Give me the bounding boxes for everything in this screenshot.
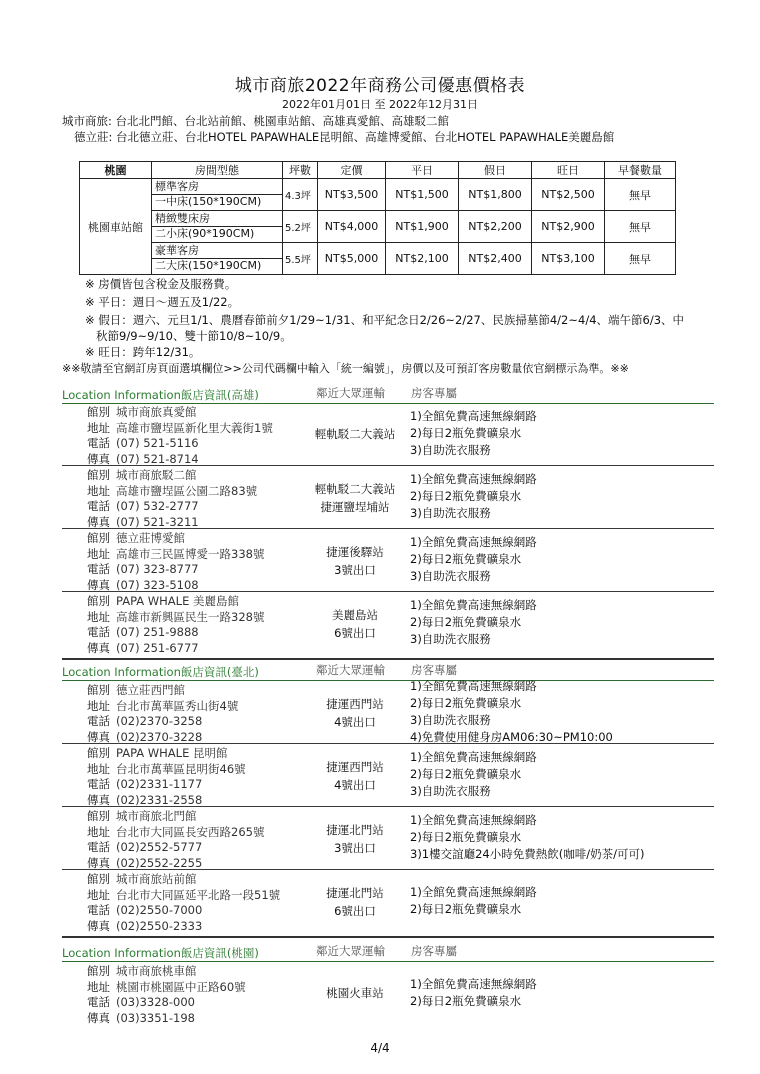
transit-line: 輕軌駁二大義站 bbox=[314, 482, 396, 496]
hotel-address: 高雄市鹽埕區公園二路83號 bbox=[116, 483, 258, 498]
hotel-transit bbox=[290, 821, 420, 857]
hotel-address-label: 地址 bbox=[87, 979, 110, 994]
hotel-address: 台北市萬華區昆明街46號 bbox=[116, 761, 246, 776]
perk-item: 3)自助洗衣服務 bbox=[410, 506, 491, 520]
price-breakfast-cell: 無早 bbox=[605, 243, 676, 275]
hotel-transit bbox=[290, 758, 420, 794]
hotel-phone-line bbox=[87, 994, 195, 1010]
room-bed-type: 一中床(150*190CM) bbox=[155, 195, 262, 208]
hotel-address-label: 地址 bbox=[87, 546, 110, 561]
hotel-phone: (07) 251-9888 bbox=[116, 625, 199, 639]
group-perk-label: 房客專屬 bbox=[411, 944, 457, 958]
transit-line: 3號出口 bbox=[334, 563, 376, 577]
hotel-phone-label: 電話 bbox=[87, 625, 110, 639]
hotel-phone-line bbox=[87, 839, 202, 855]
header-size: 坪數 bbox=[283, 162, 318, 179]
price-weekday-cell: NT$2,100 bbox=[386, 243, 459, 275]
transit-line: 美麗島站 bbox=[332, 608, 378, 622]
transit-line: 捷運後驛站 bbox=[326, 545, 384, 559]
hotel-fax-label: 傳真 bbox=[87, 514, 110, 529]
note-weekday: ※ 平日：週日～週五及1/22。 bbox=[85, 295, 240, 309]
hotel-perks bbox=[410, 597, 537, 648]
perk-item: 4)免費使用健身房AM06:30~PM10:00 bbox=[410, 730, 613, 744]
room-type-name: 精緻雙床房 bbox=[152, 212, 282, 227]
hotel-name: 城市商旅北門館 bbox=[116, 809, 197, 823]
group-location-title: Location Information飯店資訊(桃園) bbox=[62, 946, 259, 960]
hotel-name-label: 館別 bbox=[87, 746, 110, 760]
hotel-phone: (07) 323-8777 bbox=[116, 562, 199, 576]
hotel-block bbox=[62, 807, 714, 870]
hotel-fax: (07) 521-3211 bbox=[116, 514, 199, 529]
group-perk-label: 房客專屬 bbox=[411, 663, 457, 677]
hotel-name-label: 館別 bbox=[87, 531, 110, 545]
perk-item: 1)全館免費高速無線網路 bbox=[410, 885, 537, 899]
transit-line: 6號出口 bbox=[334, 626, 376, 640]
perk-item: 2)每日2瓶免費礦泉水 bbox=[410, 767, 522, 781]
hotel-address-line bbox=[87, 546, 264, 562]
hotel-name-label: 館別 bbox=[87, 964, 110, 978]
perk-item: 1)全館免費高速無線網路 bbox=[410, 535, 537, 549]
perk-item: 1)全館免費高速無線網路 bbox=[410, 409, 537, 423]
hotel-block bbox=[62, 962, 714, 1025]
group-header bbox=[62, 663, 714, 681]
hotel-name-label: 館別 bbox=[87, 872, 110, 886]
perk-item: 3)自助洗衣服務 bbox=[410, 713, 491, 727]
group-location-title: Location Information飯店資訊(臺北) bbox=[62, 665, 259, 679]
hotel-phone-label: 電話 bbox=[87, 840, 110, 854]
note-booking: ※※敬請至官網訂房頁面選填欄位>>公司代碼欄中輸入「統一編號」，房價以及可預訂客房數量依官網標示為準。※※ bbox=[62, 362, 629, 375]
page-title: 城市商旅2022年商務公司優惠價格表 bbox=[234, 76, 526, 96]
hotel-block bbox=[62, 466, 714, 529]
hotel-fax: (07) 521-8714 bbox=[116, 451, 199, 466]
hotel-phone: (07) 521-5116 bbox=[116, 436, 199, 450]
page-number: 4/4 bbox=[370, 1041, 390, 1055]
transit-line: 桃園火車站 bbox=[326, 986, 384, 1000]
note-peak: ※ 旺日：跨年12/31。 bbox=[85, 345, 201, 359]
hotel-name: PAPA WHALE 昆明館 bbox=[116, 746, 228, 760]
perk-item: 1)全館免費高速無線網路 bbox=[410, 472, 537, 486]
price-weekday-cell: NT$1,500 bbox=[386, 179, 459, 211]
hotel-address-label: 地址 bbox=[87, 483, 110, 498]
hotel-address: 台北市大同區延平北路一段51號 bbox=[116, 887, 281, 902]
hotel-perks bbox=[410, 884, 537, 918]
hotel-phone: (03)3328-000 bbox=[116, 995, 195, 1009]
hotel-name: 德立莊西門館 bbox=[116, 683, 185, 697]
hotel-perks bbox=[410, 976, 537, 1010]
header-list-price: 定價 bbox=[318, 162, 386, 179]
hotel-name: 城市商旅站前館 bbox=[116, 872, 197, 886]
hotel-phone: (02)2370-3258 bbox=[116, 714, 203, 728]
transit-line: 捷運西門站 bbox=[326, 697, 384, 711]
hotel-transit bbox=[290, 606, 420, 642]
hotel-perks bbox=[410, 812, 644, 863]
hotel-address-line bbox=[87, 761, 246, 777]
hotel-perks bbox=[410, 749, 537, 800]
header-breakfast: 早餐數量 bbox=[605, 162, 676, 179]
perk-item: 3)1樓交誼廳24小時免費熱飲(咖啡/奶茶/可可) bbox=[410, 847, 645, 861]
price-size-cell: 5.2坪 bbox=[283, 211, 318, 243]
room-bed-type: 二小床(90*190CM) bbox=[155, 227, 255, 240]
perk-item: 2)每日2瓶免費礦泉水 bbox=[410, 902, 522, 916]
hotel-address: 高雄市三民區博愛一路338號 bbox=[116, 546, 265, 561]
price-peak-cell: NT$2,900 bbox=[532, 211, 605, 243]
header-room-type: 房間型態 bbox=[152, 162, 283, 179]
hotel-phone-label: 電話 bbox=[87, 777, 110, 791]
hotel-address: 高雄市鹽埕區新化里大義街1號 bbox=[116, 420, 273, 435]
hotel-name-line bbox=[87, 404, 197, 420]
hotel-block bbox=[62, 529, 714, 592]
hotel-address-line bbox=[87, 979, 246, 995]
hotel-block bbox=[62, 681, 714, 744]
group-transit-label: 鄰近大眾運輸 bbox=[316, 944, 385, 958]
group-transit-label: 鄰近大眾運輸 bbox=[316, 386, 385, 400]
hotel-fax: (07) 251-6777 bbox=[116, 640, 199, 655]
transit-line: 捷運北門站 bbox=[326, 823, 384, 837]
price-breakfast-cell: 無早 bbox=[605, 211, 676, 243]
room-bed-type: 二大床(150*190CM) bbox=[155, 259, 262, 272]
room-type-name: 標準客房 bbox=[152, 180, 282, 195]
hotel-phone-line bbox=[87, 902, 202, 918]
perk-item: 3)自助洗衣服務 bbox=[410, 569, 491, 583]
transit-line: 捷運鹽埕埔站 bbox=[320, 500, 390, 514]
note-holiday-cont: 秋節9/9~9/10、雙十節10/8~10/9。 bbox=[96, 329, 292, 343]
transit-line: 捷運北門站 bbox=[326, 886, 384, 900]
hotel-name-label: 館別 bbox=[87, 468, 110, 482]
hotel-phone-line bbox=[87, 435, 199, 451]
price-row bbox=[80, 179, 676, 211]
hotel-name: PAPA WHALE 美麗島館 bbox=[116, 594, 240, 608]
hotel-perks bbox=[410, 471, 537, 522]
hotel-name-label: 館別 bbox=[87, 683, 110, 697]
perk-item: 2)每日2瓶免費礦泉水 bbox=[410, 994, 522, 1008]
hotel-block bbox=[62, 870, 714, 933]
perk-item: 3)自助洗衣服務 bbox=[410, 443, 491, 457]
hotel-transit bbox=[290, 884, 420, 920]
hotel-fax-label: 傳真 bbox=[87, 1010, 110, 1025]
hotel-address: 桃園市桃園區中正路60號 bbox=[116, 979, 246, 994]
perk-item: 2)每日2瓶免費礦泉水 bbox=[410, 426, 522, 440]
hotel-name-line bbox=[87, 871, 197, 887]
hotel-phone-line bbox=[87, 713, 202, 729]
transit-line: 6號出口 bbox=[334, 904, 376, 918]
hotel-name-line bbox=[87, 593, 239, 609]
hotel-name: 城市商旅駁二館 bbox=[116, 468, 197, 482]
hotel-phone-label: 電話 bbox=[87, 436, 110, 450]
hotel-fax-line bbox=[87, 640, 199, 656]
perk-item: 2)每日2瓶免費礦泉水 bbox=[410, 830, 522, 844]
perk-item: 1)全館免費高速無線網路 bbox=[410, 598, 537, 612]
hotel-fax: (03)3351-198 bbox=[116, 1010, 195, 1025]
hotel-name: 城市商旅桃車館 bbox=[116, 964, 197, 978]
transit-line: 4號出口 bbox=[334, 715, 376, 729]
price-hotel-name: 桃園車站館 bbox=[80, 179, 152, 275]
hotel-phone: (02)2550-7000 bbox=[116, 903, 203, 917]
hotel-phone-label: 電話 bbox=[87, 714, 110, 728]
hotel-phone: (02)2331-1177 bbox=[116, 777, 203, 791]
hotel-transit bbox=[290, 425, 420, 443]
hotel-transit bbox=[290, 543, 420, 579]
hotel-address-label: 地址 bbox=[87, 761, 110, 776]
hotel-address-label: 地址 bbox=[87, 420, 110, 435]
hotel-fax-label: 傳真 bbox=[87, 729, 110, 744]
hotel-phone-line bbox=[87, 561, 199, 577]
header-region: 桃園 bbox=[80, 162, 152, 179]
price-peak-cell: NT$2,500 bbox=[532, 179, 605, 211]
room-type-cell bbox=[152, 179, 283, 211]
hotel-name-line bbox=[87, 963, 197, 979]
group-divider bbox=[62, 658, 714, 660]
hotel-transit bbox=[290, 984, 420, 1002]
header-holiday: 假日 bbox=[459, 162, 532, 179]
price-list-cell: NT$5,000 bbox=[318, 243, 386, 275]
hotel-fax: (07) 323-5108 bbox=[116, 577, 199, 592]
date-range: 2022年01月01日 至 2022年12月31日 bbox=[282, 98, 478, 111]
room-type-cell bbox=[152, 211, 283, 243]
group-transit-label: 鄰近大眾運輸 bbox=[316, 663, 385, 677]
hotel-phone-label: 電話 bbox=[87, 995, 110, 1009]
price-list-cell: NT$3,500 bbox=[318, 179, 386, 211]
hotel-name-label: 館別 bbox=[87, 405, 110, 419]
hotel-address-line bbox=[87, 887, 280, 903]
transit-line: 捷運西門站 bbox=[326, 760, 384, 774]
group-header bbox=[62, 386, 714, 404]
hotel-address-line bbox=[87, 698, 238, 714]
price-list-cell: NT$4,000 bbox=[318, 211, 386, 243]
hotel-address-line bbox=[87, 483, 257, 499]
group-header bbox=[62, 944, 714, 962]
hotel-address-line bbox=[87, 824, 264, 840]
hotel-fax: (02)2552-2255 bbox=[116, 855, 203, 870]
header-weekday: 平日 bbox=[386, 162, 459, 179]
hotel-phone-label: 電話 bbox=[87, 562, 110, 576]
hotel-phone-label: 電話 bbox=[87, 499, 110, 513]
hotel-phone-line bbox=[87, 776, 202, 792]
price-holiday-cell: NT$2,400 bbox=[459, 243, 532, 275]
price-weekday-cell: NT$1,900 bbox=[386, 211, 459, 243]
price-size-cell: 4.3坪 bbox=[283, 179, 318, 211]
hotel-phone-label: 電話 bbox=[87, 903, 110, 917]
price-row bbox=[80, 211, 676, 243]
room-type-name: 豪華客房 bbox=[152, 244, 282, 259]
hotel-name-line bbox=[87, 467, 197, 483]
perk-item: 2)每日2瓶免費礦泉水 bbox=[410, 489, 522, 503]
hotel-perks bbox=[410, 678, 613, 746]
hotel-name-label: 館別 bbox=[87, 809, 110, 823]
perk-item: 1)全館免費高速無線網路 bbox=[410, 813, 537, 827]
price-holiday-cell: NT$1,800 bbox=[459, 179, 532, 211]
transit-line: 4號出口 bbox=[334, 778, 376, 792]
hotel-fax-label: 傳真 bbox=[87, 451, 110, 466]
perk-item: 3)自助洗衣服務 bbox=[410, 632, 491, 646]
room-type-cell bbox=[152, 243, 283, 275]
hotel-perks bbox=[410, 408, 537, 459]
hotel-transit bbox=[290, 480, 420, 516]
perk-item: 2)每日2瓶免費礦泉水 bbox=[410, 552, 522, 566]
price-table bbox=[79, 161, 676, 275]
transit-line: 3號出口 bbox=[334, 841, 376, 855]
hotel-fax-label: 傳真 bbox=[87, 640, 110, 655]
hotel-address-label: 地址 bbox=[87, 609, 110, 624]
hotel-block bbox=[62, 592, 714, 655]
hotel-name-line bbox=[87, 745, 228, 761]
group-divider bbox=[62, 936, 714, 938]
hotel-fax: (02)2370-3228 bbox=[116, 729, 203, 744]
hotel-phone-line bbox=[87, 498, 199, 514]
hotel-phone: (02)2552-5777 bbox=[116, 840, 203, 854]
hotel-name-label: 館別 bbox=[87, 594, 110, 608]
price-peak-cell: NT$3,100 bbox=[532, 243, 605, 275]
price-table-header bbox=[80, 162, 676, 179]
hotel-fax-label: 傳真 bbox=[87, 577, 110, 592]
hotel-phone: (07) 532-2777 bbox=[116, 499, 199, 513]
hotel-fax-line bbox=[87, 1010, 195, 1026]
hotel-block bbox=[62, 403, 714, 466]
header-peak: 旺日 bbox=[532, 162, 605, 179]
group-location-title: Location Information飯店資訊(高雄) bbox=[62, 388, 259, 402]
note-holiday: ※ 假日：週六、元旦1/1、農曆春節前夕1/29~1/31、和平紀念日2/26~2/27、民族掃墓節4/2~4/4、端午節6/3、中 bbox=[85, 313, 685, 327]
hotel-address: 台北市大同區長安西路265號 bbox=[116, 824, 265, 839]
price-holiday-cell: NT$2,200 bbox=[459, 211, 532, 243]
note-tax: ※ 房價皆包含稅金及服務費。 bbox=[85, 277, 237, 291]
hotel-address-line bbox=[87, 609, 264, 625]
hotel-name-line bbox=[87, 808, 197, 824]
hotel-block bbox=[62, 744, 714, 807]
hotel-address: 台北市萬華區秀山街4號 bbox=[116, 698, 239, 713]
hotel-fax-label: 傳真 bbox=[87, 918, 110, 933]
group-perk-label: 房客專屬 bbox=[411, 386, 457, 400]
hotel-phone-line bbox=[87, 624, 199, 640]
hotel-perks bbox=[410, 534, 537, 585]
hotel-transit bbox=[290, 695, 420, 731]
perk-item: 2)每日2瓶免費礦泉水 bbox=[410, 696, 522, 710]
brand-line-city-suites: 城市商旅: 台北北門館、台北站前館、桃園車站館、高雄真愛館、高雄駁二館 bbox=[62, 114, 450, 128]
hotel-address-label: 地址 bbox=[87, 824, 110, 839]
hotel-name-line bbox=[87, 530, 185, 546]
hotel-fax: (02)2331-2558 bbox=[116, 792, 203, 807]
perk-item: 2)每日2瓶免費礦泉水 bbox=[410, 615, 522, 629]
hotel-fax-line bbox=[87, 918, 202, 934]
price-row bbox=[80, 243, 676, 275]
hotel-name: 城市商旅真愛館 bbox=[116, 405, 197, 419]
brand-line-delight: 德立莊: 台北德立莊、台北HOTEL PAPAWHALE昆明館、高雄博愛館、台北HOTEL PAPAWHALE美麗島館 bbox=[74, 130, 615, 144]
price-size-cell: 5.5坪 bbox=[283, 243, 318, 275]
perk-item: 3)自助洗衣服務 bbox=[410, 784, 491, 798]
hotel-fax: (02)2550-2333 bbox=[116, 918, 203, 933]
hotel-address-line bbox=[87, 420, 273, 436]
hotel-address-label: 地址 bbox=[87, 887, 110, 902]
hotel-name: 德立莊博愛館 bbox=[116, 531, 185, 545]
hotel-address-label: 地址 bbox=[87, 698, 110, 713]
hotel-address: 高雄市新興區民生一路328號 bbox=[116, 609, 265, 624]
hotel-fax-label: 傳真 bbox=[87, 792, 110, 807]
transit-line: 輕軌駁二大義站 bbox=[314, 427, 396, 441]
hotel-fax-label: 傳真 bbox=[87, 855, 110, 870]
hotel-name-line bbox=[87, 682, 185, 698]
price-breakfast-cell: 無早 bbox=[605, 179, 676, 211]
perk-item: 1)全館免費高速無線網路 bbox=[410, 679, 537, 693]
perk-item: 1)全館免費高速無線網路 bbox=[410, 750, 537, 764]
perk-item: 1)全館免費高速無線網路 bbox=[410, 977, 537, 991]
